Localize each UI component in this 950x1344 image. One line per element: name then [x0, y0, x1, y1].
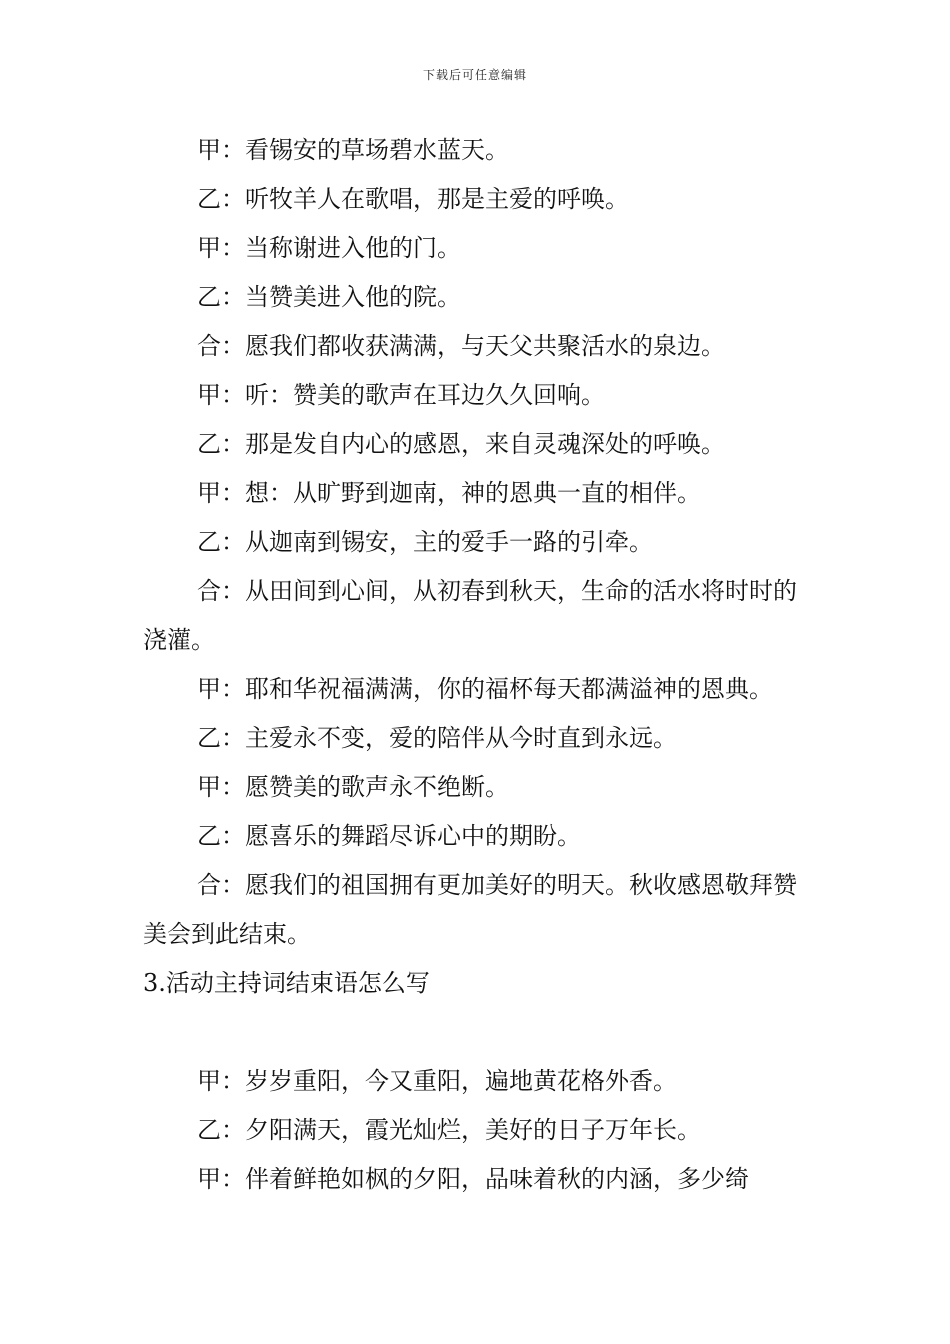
- dialogue-line: 乙：愿喜乐的舞蹈尽诉心中的期盼。: [197, 822, 581, 850]
- dialogue-line: 乙：从迦南到锡安，主的爱手一路的引牵。: [197, 528, 653, 556]
- dialogue-line: 乙：当赞美进入他的院。: [197, 283, 461, 311]
- dialogue-line: 甲：耶和华祝福满满，你的福杯每天都满溢神的恩典。: [197, 675, 773, 703]
- dialogue-line: 甲：看锡安的草场碧水蓝天。: [197, 136, 509, 164]
- dialogue-line: 合：从田间到心间，从初春到秋天，生命的活水将时时的浇灌。: [143, 577, 797, 654]
- dialogue-line: 乙：那是发自内心的感恩，来自灵魂深处的呼唤。: [197, 430, 725, 458]
- dialogue-line: 甲：想：从旷野到迦南，神的恩典一直的相伴。: [197, 479, 701, 507]
- dialogue-line: 合：愿我们的祖国拥有更加美好的明天。秋收感恩敬拜赞美会到此结束。: [143, 871, 797, 948]
- dialogue-line: 甲：伴着鲜艳如枫的夕阳，品味着秋的内涵，多少绮: [197, 1165, 749, 1193]
- dialogue-line: 甲：愿赞美的歌声永不绝断。: [197, 773, 509, 801]
- dialogue-line: 乙：主爱永不变，爱的陪伴从今时直到永远。: [197, 724, 677, 752]
- dialogue-line: 乙：夕阳满天，霞光灿烂，美好的日子万年长。: [197, 1116, 701, 1144]
- dialogue-line: 甲：岁岁重阳，今又重阳，遍地黄花格外香。: [197, 1067, 677, 1095]
- dialogue-line: 甲：当称谢进入他的门。: [197, 234, 461, 262]
- section-heading: 3.活动主持词结束语怎么写: [143, 969, 430, 997]
- dialogue-line: 合：愿我们都收获满满，与天父共聚活水的泉边。: [197, 332, 725, 360]
- dialogue-line: 乙：听牧羊人在歌唱，那是主爱的呼唤。: [197, 185, 629, 213]
- document-body: [143, 126, 813, 1204]
- dialogue-line: 甲：听：赞美的歌声在耳边久久回响。: [197, 381, 605, 409]
- blank-line: [143, 1008, 813, 1057]
- header-note: 下载后可任意编辑: [422, 68, 527, 82]
